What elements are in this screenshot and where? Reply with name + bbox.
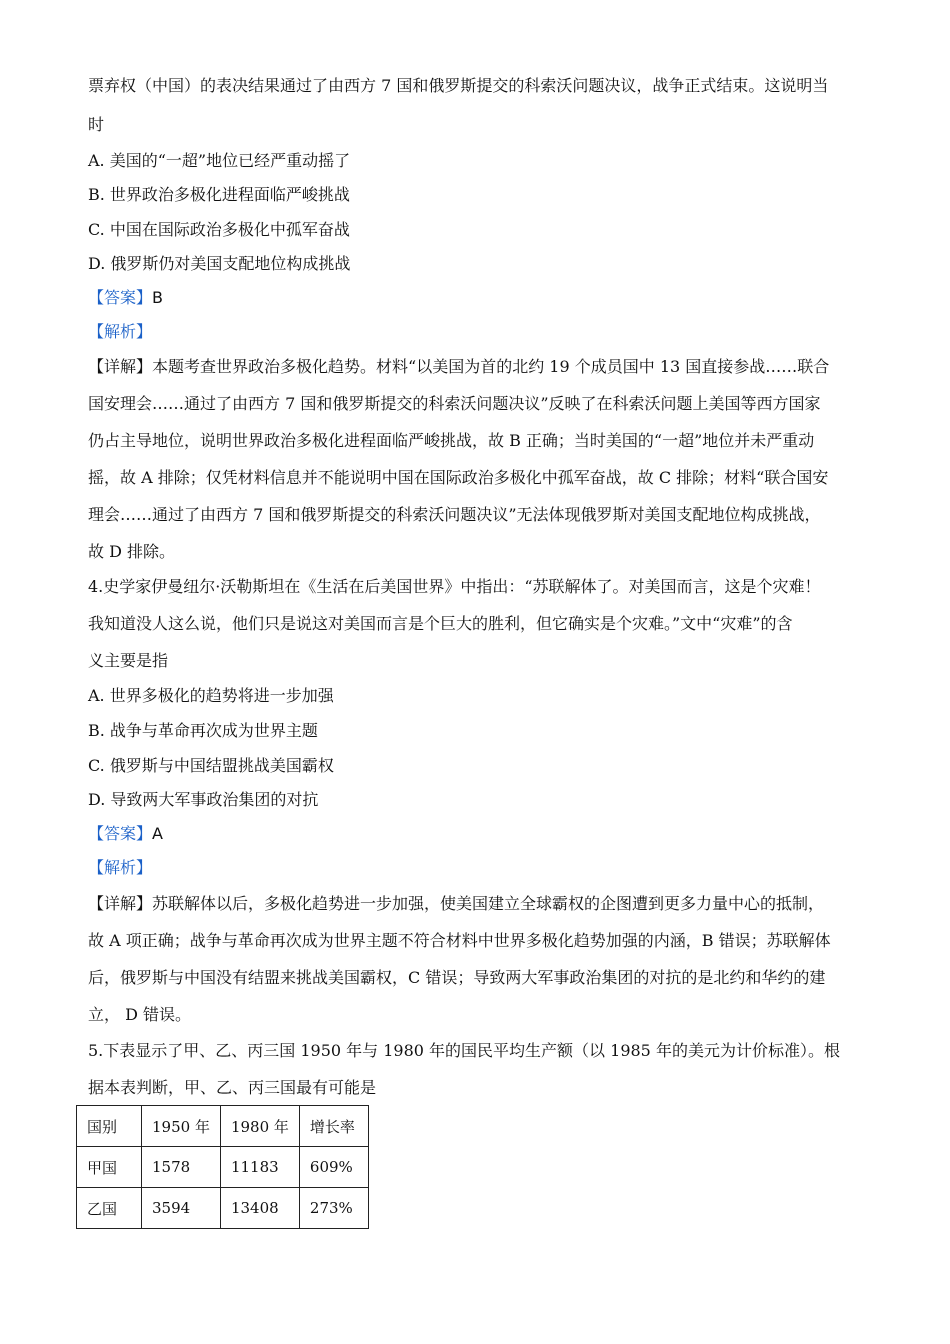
table-cell: 乙国 xyxy=(77,1188,142,1229)
q3-option-d: D. 俄罗斯仍对美国支配地位构成挑战 xyxy=(88,254,351,273)
q4-option-b: B. 战争与革命再次成为世界主题 xyxy=(88,721,318,740)
q4-analysis-tag xyxy=(88,856,152,880)
answer-value: A xyxy=(152,824,163,843)
analysis-tag: 【解析】 xyxy=(88,858,153,877)
q4-detail-line: 故 A 项正确；战争与革命再次成为世界主题不符合材料中世界多极化趋势加强的内涵，B 错误；苏联解体 xyxy=(88,931,831,950)
q4-option-a: A. 世界多极化的趋势将进一步加强 xyxy=(88,686,334,705)
table-cell: 甲国 xyxy=(77,1147,142,1188)
table-cell: 273% xyxy=(299,1188,368,1229)
q3-detail-line: 摇，故 A 排除；仅凭材料信息并不能说明中国在国际政治多极化中孤军奋战，故 C 排除；材料“联合国安 xyxy=(88,468,829,487)
q5-stem-line: 据本表判断，甲、乙、丙三国最有可能是 xyxy=(88,1078,377,1097)
q3-detail-line: 理会……通过了由西方 7 国和俄罗斯提交的科索沃问题决议”无法体现俄罗斯对美国支配地位构成挑战， xyxy=(88,505,821,524)
detail-text: 本题考查世界政治多极化趋势。材料“以美国为首的北约 19 个成员国中 13 国直接参战……联合 xyxy=(152,357,830,376)
table-cell: 609% xyxy=(299,1147,368,1188)
table-cell: 3594 xyxy=(142,1188,221,1229)
q4-detail-line xyxy=(88,892,824,916)
q3-detail-line: 仍占主导地位，说明世界政治多极化进程面临严峻挑战，故 B 正确；当时美国的“一超”地位并未严重动 xyxy=(88,431,815,450)
q4-stem-line: 4.史学家伊曼纽尔·沃勒斯坦在《生活在后美国世界》中指出：“苏联解体了。对美国而言，这是个灾难！ xyxy=(88,577,821,596)
table-row xyxy=(77,1147,369,1188)
table-header-cell: 1950 年 xyxy=(142,1106,221,1147)
q4-option-c: C. 俄罗斯与中国结盟挑战美国霸权 xyxy=(88,756,334,775)
answer-tag: 【答案】 xyxy=(88,824,153,843)
q5-stem-line: 5.下表显示了甲、乙、丙三国 1950 年与 1980 年的国民平均生产额（以 1985 年的美元为计价标准）。根 xyxy=(88,1041,840,1060)
q3-stem-line: 时 xyxy=(88,115,105,134)
q4-stem-line: 我知道没人这么说，他们只是说这对美国而言是个巨大的胜利，但它确实是个灾难。”文中“灾难”的含 xyxy=(88,614,793,633)
table-header-row xyxy=(77,1106,369,1147)
q3-analysis-tag xyxy=(88,320,152,344)
q3-detail-line: 故 D 排除。 xyxy=(88,542,176,561)
q4-stem-line: 义主要是指 xyxy=(88,651,169,670)
analysis-tag: 【解析】 xyxy=(88,322,153,341)
q3-option-a: A. 美国的“一超”地位已经严重动摇了 xyxy=(88,151,351,170)
q3-detail-line xyxy=(88,355,829,379)
q4-detail-line: 立， D 错误。 xyxy=(88,1005,192,1024)
gnp-table xyxy=(76,1105,369,1229)
table-header-cell: 增长率 xyxy=(299,1106,368,1147)
q3-answer xyxy=(88,286,163,310)
detail-tag: 【详解】 xyxy=(88,894,153,913)
detail-tag: 【详解】 xyxy=(88,357,153,376)
q3-detail-line: 国安理会……通过了由西方 7 国和俄罗斯提交的科索沃问题决议”反映了在科索沃问题上美国等西方国家 xyxy=(88,394,821,413)
q4-option-d: D. 导致两大军事政治集团的对抗 xyxy=(88,790,319,809)
answer-tag: 【答案】 xyxy=(88,288,153,307)
answer-value: B xyxy=(152,288,163,307)
table-row xyxy=(77,1188,369,1229)
q3-option-b: B. 世界政治多极化进程面临严峻挑战 xyxy=(88,185,350,204)
table-header-cell: 国别 xyxy=(77,1106,142,1147)
q3-option-c: C. 中国在国际政治多极化中孤军奋战 xyxy=(88,220,350,239)
q4-answer xyxy=(88,822,163,846)
q3-stem-line: 票弃权（中国）的表决结果通过了由西方 7 国和俄罗斯提交的科索沃问题决议，战争正式结束。这说明当 xyxy=(88,76,829,95)
table-header-cell: 1980 年 xyxy=(220,1106,299,1147)
detail-text: 苏联解体以后，多极化趋势进一步加强，使美国建立全球霸权的企图遭到更多力量中心的抵制， xyxy=(152,894,825,913)
q4-detail-line: 后，俄罗斯与中国没有结盟来挑战美国霸权，C 错误；导致两大军事政治集团的对抗的是北约和华约的建 xyxy=(88,968,826,987)
table-cell: 1578 xyxy=(142,1147,221,1188)
table-cell: 13408 xyxy=(220,1188,299,1229)
table-cell: 11183 xyxy=(220,1147,299,1188)
